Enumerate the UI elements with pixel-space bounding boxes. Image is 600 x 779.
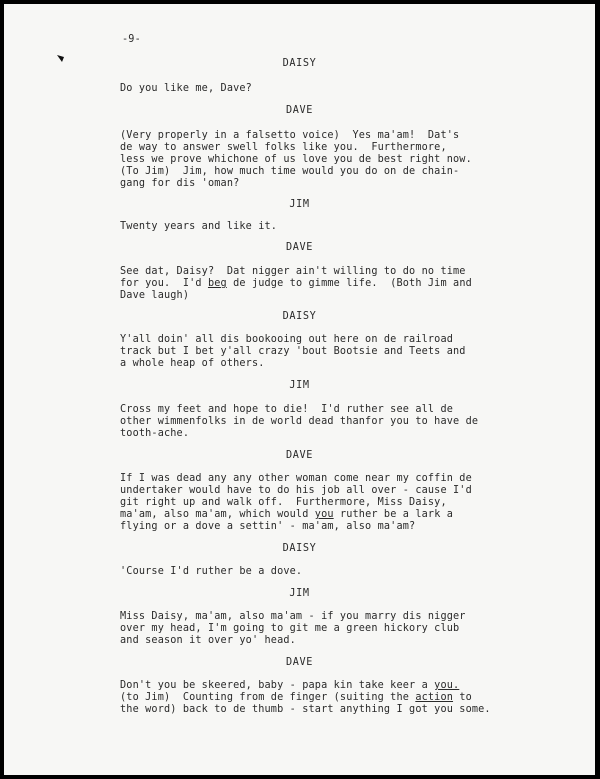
- dialogue-line: Dave laugh): [120, 290, 190, 301]
- dialogue-line: less we prove whichone of us love you de best right now.: [120, 154, 472, 165]
- speaker-name: JIM: [289, 380, 310, 391]
- dialogue-line: 'Course I'd ruther be a dove.: [120, 566, 303, 577]
- dialogue-line: other wimmenfolks in de world dead thanfor you to have de: [120, 416, 479, 427]
- dialogue-line: track but I bet y'all crazy 'bout Bootsie and Teets and: [120, 346, 466, 357]
- page-number: -9-: [122, 34, 141, 45]
- dialogue-line: Cross my feet and hope to die! I'd ruther see all de: [120, 404, 454, 415]
- speaker-name: DAISY: [282, 311, 317, 322]
- speaker-name: JIM: [289, 588, 310, 599]
- dialogue-line: ma'am, also ma'am, which would you ruther be a lark a: [120, 509, 454, 520]
- dialogue-line: for you. I'd beg de judge to gimme life. (Both Jim and: [120, 278, 472, 289]
- underlined-word: you: [314, 509, 334, 520]
- dialogue-line: (To Jim) Jim, how much time would you do on de chain-: [120, 166, 460, 177]
- dialogue-line: tooth-ache.: [120, 428, 190, 439]
- dialogue-line: flying or a dove a settin' - ma'am, also ma'am?: [120, 521, 416, 532]
- speaker-name: DAVE: [286, 450, 313, 461]
- speaker-name: DAVE: [286, 105, 313, 116]
- speaker-name: DAVE: [286, 657, 313, 668]
- dialogue-line: de way to answer swell folks like you. Furthermore,: [120, 142, 447, 153]
- typescript-page: [4, 4, 595, 775]
- dialogue-line: Y'all doin' all dis bookooing out here on de railroad: [120, 334, 454, 345]
- dialogue-line: Miss Daisy, ma'am, also ma'am - if you marry dis nigger: [120, 611, 466, 622]
- speaker-name: DAISY: [282, 543, 317, 554]
- dialogue-line: gang for dis 'oman?: [120, 178, 240, 189]
- dialogue-line: undertaker would have to do his job all over - cause I'd: [120, 485, 472, 496]
- underlined-word: you.: [434, 680, 460, 691]
- dialogue-line: (to Jim) Counting from de finger (suiting the action to: [120, 692, 472, 703]
- dialogue-line: Twenty years and like it.: [120, 221, 278, 232]
- dialogue-line: If I was dead any any other woman come near my coffin de: [120, 473, 472, 484]
- underlined-word: action: [415, 692, 454, 703]
- dialogue-line: git right up and walk off. Furthermore, Miss Daisy,: [120, 497, 447, 508]
- dialogue-line: and season it over yo' head.: [120, 635, 296, 646]
- dialogue-line: a whole heap of others.: [120, 358, 265, 369]
- speaker-name: JIM: [289, 199, 310, 210]
- underlined-word: beg: [207, 278, 227, 289]
- dialogue-line: Do you like me, Dave?: [120, 83, 252, 94]
- dialogue-line: over my head, I'm going to git me a green hickory club: [120, 623, 460, 634]
- dialogue-line: (Very properly in a falsetto voice) Yes ma'am! Dat's: [120, 130, 460, 141]
- dialogue-line: the word) back to de thumb - start anything I got you some.: [120, 704, 491, 715]
- speaker-name: DAVE: [286, 242, 313, 253]
- speaker-name: DAISY: [282, 58, 317, 69]
- dialogue-line: See dat, Daisy? Dat nigger ain't willing to do no time: [120, 266, 466, 277]
- dialogue-line: Don't you be skeered, baby - papa kin take keer a you.: [120, 680, 460, 691]
